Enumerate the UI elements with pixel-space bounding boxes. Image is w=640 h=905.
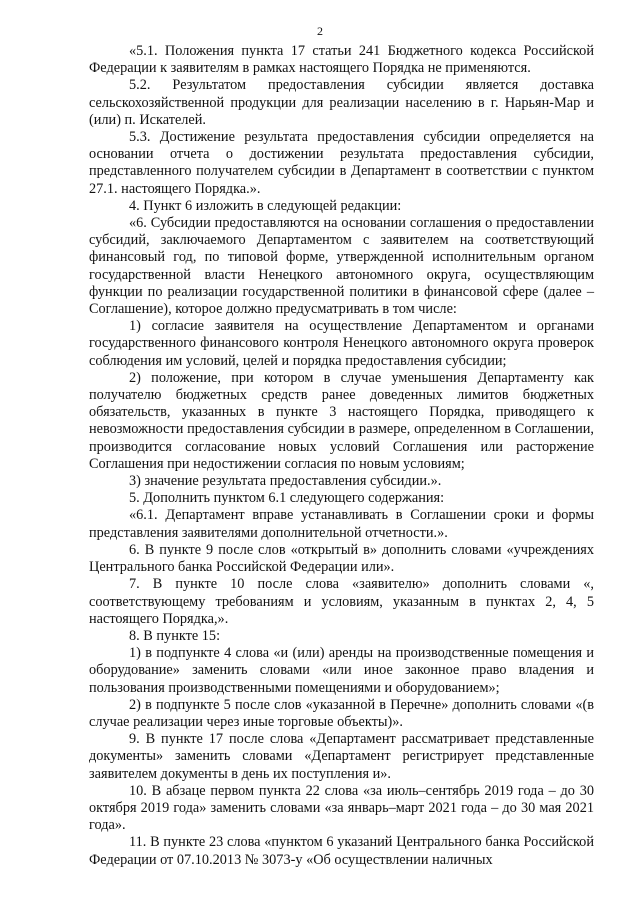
paragraph-5-3: 5.3. Достижение результата предоставления субсидии определяется на основании отчета о достижении результата предоставления субсидии, представленного получателем субсидии в Департамент в соответствии с пунктом 27.1. настоящего Порядка.». bbox=[89, 129, 594, 197]
paragraph-amend-8-item-2: 2) в подпункте 5 после слов «указанной в Перечне» дополнить словами «(в случае реализации через иные торговые объекты)». bbox=[89, 696, 594, 730]
paragraph-amend-11: 11. В пункте 23 слова «пунктом 6 указаний Центрального банка Российской Федерации от 07.10.2013 № 3073-у «Об осуществлении наличных bbox=[89, 834, 594, 868]
page-number: 2 bbox=[317, 24, 323, 38]
paragraph-6-1: «6.1. Департамент вправе устанавливать в Соглашении сроки и формы представления заявителями дополнительной отчетности.». bbox=[89, 507, 594, 541]
paragraph-amend-4: 4. Пункт 6 изложить в следующей редакции: bbox=[129, 197, 402, 214]
paragraph-6: «6. Субсидии предоставляются на основании соглашения о предоставлении субсидий, заключаемого Департаментом с заявителем на соответствующий финансовый год, по типовой форме, утвержденной исполнительным органом государственной власти Ненецкого автономного округа, осуществляющим функции по реализации государственной политики в финансовой сфере (далее – Соглашение), которое должно предусматривать в том числе: bbox=[89, 215, 594, 318]
paragraph-6-item-3: 3) значение результата предоставления субсидии.». bbox=[129, 473, 442, 490]
paragraph-6-item-1: 1) согласие заявителя на осуществление Департаментом и органами государственного финансового контроля Ненецкого автономного округа проверок соблюдения им условий, целей и порядка предоставления субсидии; bbox=[89, 318, 594, 369]
paragraph-6-item-2: 2) положение, при котором в случае уменьшения Департаменту как получателю бюджетных средств ранее доведенных лимитов бюджетных обязательств, указанных в пункте 3 настоящего Порядка, приводящего к невозможности предоставления субсидии в размере, определенном в Соглашении, производится согласование новых условий Соглашения или расторжение Соглашения при недостижении согласия по новым условиям; bbox=[89, 369, 594, 472]
paragraph-amend-6: 6. В пункте 9 после слов «открытый в» дополнить словами «учреждениях Центрального банка Российской Федерации или». bbox=[89, 541, 594, 576]
paragraph-amend-10: 10. В абзаце первом пункта 22 слова «за июль–сентябрь 2019 года – до 30 октября 2019 года» заменить словами «за январь–март 2021 года – до 30 мая 2021 года». bbox=[89, 782, 594, 834]
paragraph-5-1: «5.1. Положения пункта 17 статьи 241 Бюджетного кодекса Российской Федерации к заявителям в рамках настоящего Порядка не применяются. bbox=[89, 43, 594, 77]
paragraph-amend-9: 9. В пункте 17 после слова «Департамент рассматривает представленные документы» заменить словами «Департамент регистрирует представленные заявителем документы в день их поступления и». bbox=[89, 731, 594, 782]
paragraph-5-2: 5.2. Результатом предоставления субсидии является доставка сельскохозяйственной продукции для реализации населению в г. Нарьян-Мар и (или) п. Искателей. bbox=[89, 77, 594, 128]
paragraph-amend-5: 5. Дополнить пунктом 6.1 следующего содержания: bbox=[129, 490, 445, 507]
document-body bbox=[89, 43, 594, 869]
paragraph-amend-7: 7. В пункте 10 после слова «заявителю» дополнить словами «, соответствующему требованиям и условиям, указанным в пунктах 2, 4, 5 настоящего Порядка,». bbox=[89, 576, 594, 627]
paragraph-amend-8: 8. В пункте 15: bbox=[129, 627, 221, 644]
paragraph-amend-8-item-1: 1) в подпункте 4 слова «и (или) аренды на производственные помещения и оборудование» заменить словами «или иное законное право владения и пользования производственными помещениями и оборудованием»; bbox=[89, 645, 594, 696]
